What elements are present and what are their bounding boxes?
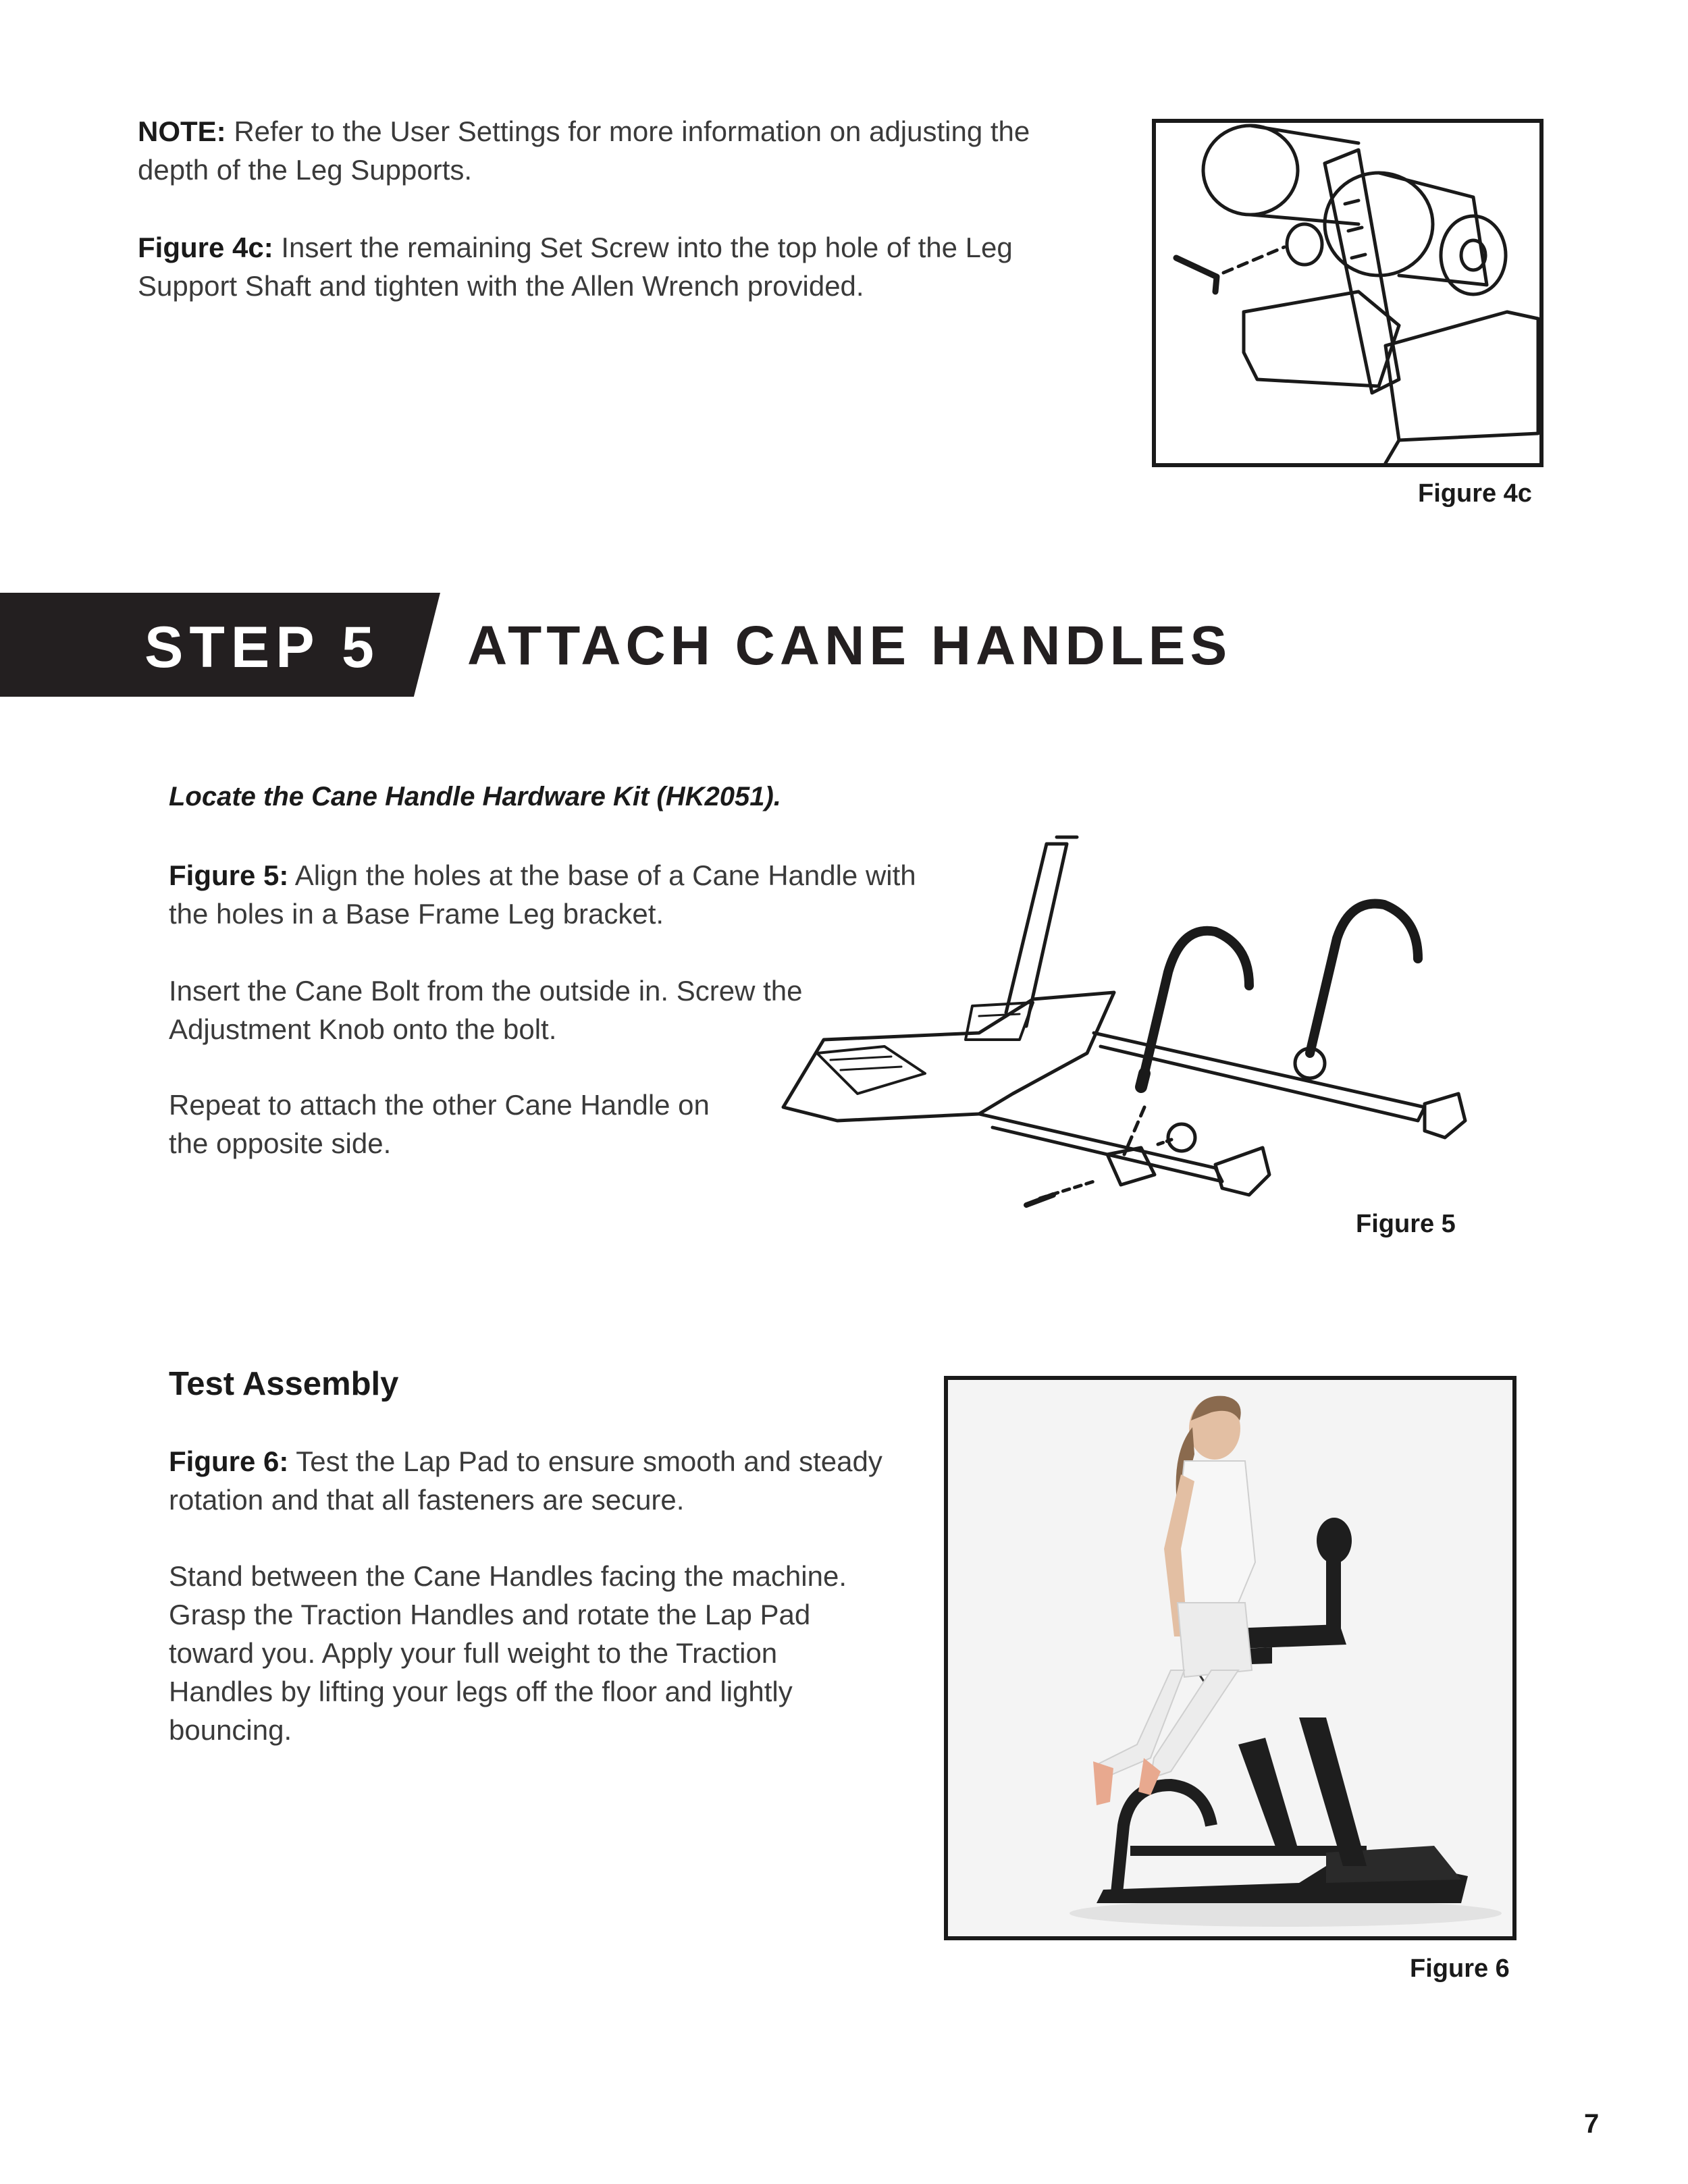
- figure-4c-text: Insert the remaining Set Screw into the top hole of the Leg Support Shaft and tighten with the Allen Wrench provided.: [138, 232, 1013, 302]
- figure-6-text: Test the Lap Pad to ensure smooth and steady rotation and that all fasteners are secure.: [169, 1445, 882, 1516]
- note-paragraph: [138, 112, 1083, 189]
- figure-6-paragraph: [169, 1442, 885, 1519]
- figure-5-paragraph-3: Repeat to attach the other Cane Handle on the opposite side.: [169, 1089, 710, 1159]
- figure-5-caption: Figure 5: [1356, 1210, 1456, 1238]
- page-number: 7: [1584, 2109, 1600, 2139]
- figure-6-label: Figure 6:: [169, 1445, 289, 1477]
- hardware-kit-line: Locate the Cane Handle Hardware Kit (HK2051).: [169, 782, 781, 811]
- figure-5-illustration: [776, 830, 1492, 1262]
- figure-5-paragraph-2: Insert the Cane Bolt from the outside in. Screw the Adjustment Knob onto the bolt.: [169, 975, 803, 1045]
- note-text: Refer to the User Settings for more information on adjusting the depth of the Leg Supports.: [138, 115, 1030, 186]
- figure-4c-label: Figure 4c:: [138, 232, 273, 263]
- note-label: NOTE:: [138, 115, 226, 147]
- figure-5-text: Align the holes at the base of a Cane Handle with the holes in a Base Frame Leg bracket.: [169, 859, 916, 930]
- figure-6-photo: [944, 1376, 1516, 1940]
- figure-6-caption: Figure 6: [1410, 1954, 1510, 1983]
- figure-6-paragraph-2: Stand between the Cane Handles facing the machine. Grasp the Traction Handles and rotate the Lap Pad toward you. Apply your full weight to the Traction Handles by lifting your legs off the floor and lightly bouncing.: [169, 1560, 847, 1746]
- step-number-label: STEP 5: [144, 615, 380, 680]
- test-assembly-heading: Test Assembly: [169, 1366, 399, 1402]
- figure-4c-illustration: [1152, 119, 1544, 467]
- figure-5-label: Figure 5:: [169, 859, 289, 891]
- figure-4c-paragraph: [138, 228, 1083, 305]
- figure-4c-caption: Figure 4c: [1418, 479, 1532, 508]
- step-title: ATTACH CANE HANDLES: [467, 615, 1232, 676]
